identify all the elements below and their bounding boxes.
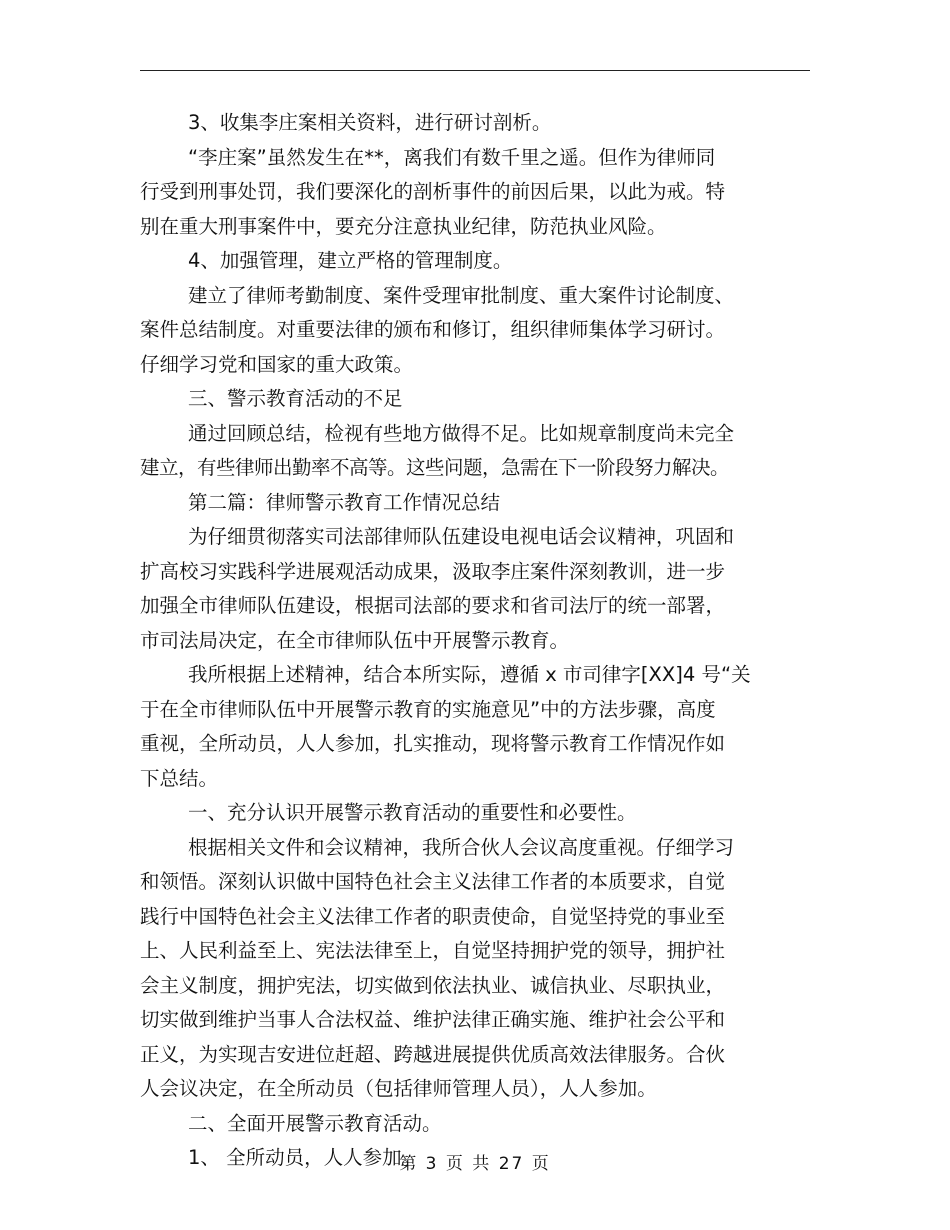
text-line: 重视，全所动员，人人参加，扎实推动，现将警示教育工作情况作如 — [140, 732, 726, 755]
text-line: 切实做到维护当事人合法权益、维护法律正确实施、维护社会公平和 — [140, 1008, 726, 1031]
text-line: 正义，为实现吉安进位赶超、跨越进展提供优质高效法律服务。合伙 — [140, 1042, 726, 1066]
text-line: 3、收集李庄案相关资料，进行研讨剖析。 — [188, 111, 552, 134]
text-line: 为仔细贯彻落实司法部律师队伍建设电视电话会议精神，巩固和 — [188, 525, 735, 548]
text-line: “李庄案”虽然发生在**，离我们有数千里之遥。但作为律师同 — [188, 145, 716, 169]
section-heading: 一、充分认识开展警示教育活动的重要性和必要性。 — [188, 801, 637, 824]
text-line: 建立了律师考勤制度、案件受理审批制度、重大案件讨论制度、 — [188, 283, 735, 307]
text-line: 仔细学习党和国家的重大政策。 — [140, 352, 414, 376]
text-line: 践行中国特色社会主义法律工作者的职责使命，自觉坚持党的事业至 — [140, 904, 726, 928]
text-line: 和领悟。深刻认识做中国特色社会主义法律工作者的本质要求，自觉 — [140, 870, 726, 893]
text-line: 根据相关文件和会议精神，我所合伙人会议高度重视。仔细学习 — [188, 835, 735, 859]
body-text — [140, 106, 810, 1176]
text-line: 行受到刑事处罚，我们要深化的剖析事件的前因后果，以此为戒。特 — [140, 180, 726, 203]
text-line: 人会议决定，在全所动员（包括律师管理人员），人人参加。 — [140, 1077, 657, 1100]
text-line: 通过回顾总结，检视有些地方做得不足。比如规章制度尚未完全 — [188, 421, 735, 445]
chapter-heading: 第二篇：律师警示教育工作情况总结 — [188, 490, 501, 514]
text-line: 建立，有些律师出勤率不高等。这些问题，急需在下一阶段努力解决。 — [140, 456, 730, 479]
text-line: 于在全市律师队伍中开展警示教育的实施意见”中的方法步骤，高度 — [140, 697, 716, 721]
text-line: 4、加强管理，建立严格的管理制度。 — [188, 249, 513, 272]
text-line: 市司法局决定，在全市律师队伍中开展警示教育。 — [140, 628, 570, 652]
text-line: 别在重大刑事案件中，要充分注意执业纪律，防范执业风险。 — [140, 214, 667, 238]
text-line: 扩高校习实践科学进展观活动成果，汲取李庄案件深刻教训，进一步 — [140, 559, 726, 583]
page-number: 第 3 页 共 27 页 — [399, 1154, 551, 1174]
header-rule — [140, 70, 810, 71]
section-heading: 二、全面开展警示教育活动。 — [188, 1111, 442, 1135]
section-heading: 三、警示教育活动的不足 — [188, 387, 403, 410]
text-line: 下总结。 — [140, 766, 219, 790]
text-line: 会主义制度，拥护宪法，切实做到依法执业、诚信执业、尽职执业， — [140, 973, 726, 997]
text-line: 上、人民利益至上、宪法法律至上，自觉坚持拥护党的领导，拥护社 — [140, 939, 726, 962]
text-line: 我所根据上述精神，结合本所实际，遵循 x 市司律字[XX]4 号“关 — [188, 663, 751, 686]
text-line: 案件总结制度。对重要法律的颁布和修订，组织律师集体学习研讨。 — [140, 318, 726, 341]
text-line: 加强全市律师队伍建设，根据司法部的要求和省司法厅的统一部署， — [140, 594, 726, 617]
text-line: 1、 全所动员，人人参加。 — [188, 1146, 422, 1169]
